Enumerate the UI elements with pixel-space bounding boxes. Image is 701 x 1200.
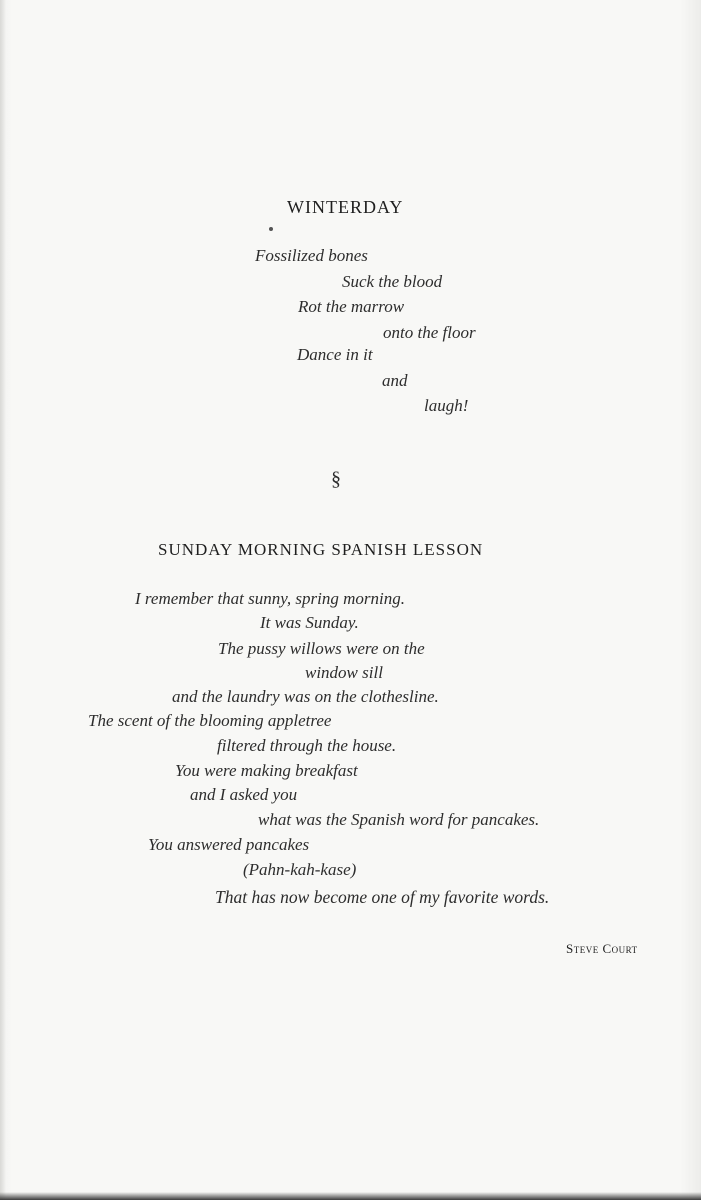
poem2-line: It was Sunday. [260,613,359,632]
poem2-line: The pussy willows were on the [218,639,425,658]
poem2-line: You were making breakfast [175,761,358,780]
poem1-line: and [382,371,408,390]
poem1-line: Dance in it [297,345,373,364]
section-separator: § [331,468,341,490]
poem2-line: filtered through the house. [217,736,397,755]
poem1-line: Fossilized bones [255,246,368,265]
poem2-line: That has now become one of my favorite words. [215,887,550,907]
poem-title-sunday-morning: SUNDAY MORNING SPANISH LESSON [158,540,484,559]
poem2-line: (Pahn-kah-kase) [243,860,357,879]
poem1-line: Rot the marrow [298,297,405,316]
page-bottom-edge [0,1192,701,1200]
page-edge-shadow [0,0,6,1200]
poem2-line: and the laundry was on the clothesline. [172,687,439,706]
poem2-line: and I asked you [190,785,298,804]
poem2-line: window sill [305,663,383,682]
poem2-line: You answered pancakes [148,835,310,854]
poem1-line: Suck the blood [342,272,443,291]
poem-author: Steve Court [566,941,638,956]
poem2-line: what was the Spanish word for pancakes. [258,810,540,829]
poem-title-winterday: WINTERDAY [287,197,404,217]
poem2-line: I remember that sunny, spring morning. [135,589,405,608]
poem2-line: The scent of the blooming appletree [88,711,332,730]
poem1-line: laugh! [424,396,469,415]
ink-speck [269,227,273,231]
poem1-line: onto the floor [383,323,476,342]
